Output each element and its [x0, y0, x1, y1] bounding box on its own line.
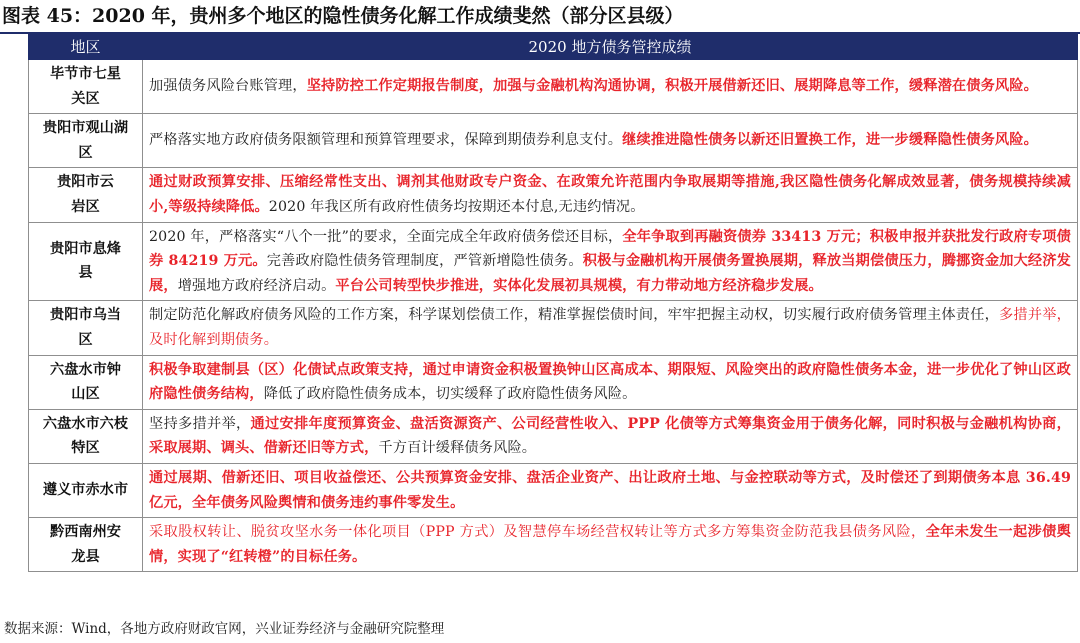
region-label: 贵阳市息烽县 — [50, 240, 121, 282]
table-body — [29, 60, 1078, 572]
result-cell — [143, 301, 1078, 355]
region-cell — [29, 301, 143, 355]
region-label: 贵阳市乌当区 — [50, 307, 121, 348]
region-cell — [29, 463, 143, 517]
header-region: 地区 — [29, 34, 143, 60]
highlighted-result-text: 积极与金融机构开展债务置换展期，释放当期偿债压力，腾挪资金加大经济发展， — [149, 253, 1071, 294]
highlighted-result-text: 多措并举，及时化解到期债务。 — [149, 307, 1071, 348]
result-text: 增强地方政府经济启动。 — [177, 277, 336, 294]
table-row — [29, 301, 1078, 355]
highlighted-result-text: 全年未发生一起涉债舆情，实现了“红转橙”的目标任务。 — [149, 524, 1071, 565]
highlighted-result-text: 全年争取到再融资债券 33413 万元；积极申报并获批发行政府专项债券 84219 万元。 — [149, 228, 1072, 270]
header-result: 2020 地方债务管控成绩 — [143, 34, 1078, 60]
debt-results-table — [28, 33, 1078, 572]
result-cell — [143, 518, 1078, 572]
result-text: 2020 年我区所有政府性债务均按期还本付息,无违约情况。 — [268, 198, 645, 215]
region-label: 贵阳市观山湖区 — [42, 120, 129, 161]
table-row — [29, 114, 1078, 168]
highlighted-result-text: 采取股权转让、脱贫攻坚水务一体化项目（PPP 方式）及智慧停车场经营权转让等方式多方筹集资金防范我县债务风险， — [149, 524, 926, 541]
result-cell — [143, 168, 1078, 222]
result-cell — [143, 60, 1078, 114]
highlighted-result-text: 通过财政预算安排、压缩经常性支出、调剂其他财政专户资金、在政策允许范围内争取展期等措施,我区隐性债务化解成效显著，债务规模持续减小,等级持续降低。 — [149, 174, 1071, 215]
result-text: 完善政府隐性债务管理制度，严管新增隐性债务。 — [266, 253, 583, 270]
table-row — [29, 463, 1078, 517]
region-cell — [29, 409, 143, 463]
region-label: 黔西南州安龙县 — [50, 524, 121, 565]
result-text: 2020 年，严格落实“八个一批”的要求，全面完成全年政府债务偿还目标， — [149, 228, 623, 245]
result-text: 加强债务风险台账管理， — [149, 78, 307, 95]
region-label: 毕节市七星关区 — [50, 66, 121, 107]
highlighted-result-text: 平台公司转型快步推进，实体化发展初具规模，有力带动地方经济稳步发展。 — [335, 277, 823, 294]
highlighted-result-text: 通过安排年度预算资金、盘活资源资产、公司经营性收入、PPP 化债等方式筹集资金用于债务化解，同时积极与金融机构协商，采取展期、调头、借新还旧等方式， — [149, 415, 1071, 457]
table-header-row — [29, 34, 1078, 60]
table-row — [29, 518, 1078, 572]
result-cell — [143, 409, 1078, 463]
result-cell — [143, 114, 1078, 168]
region-label: 贵阳市云岩区 — [57, 174, 114, 215]
result-cell — [143, 355, 1078, 409]
highlighted-result-text: 继续推进隐性债务以新还旧置换工作，进一步缓释隐性债务风险。 — [622, 132, 1038, 149]
highlighted-result-text: 积极争取建制县（区）化债试点政策支持，通过申请资金积极置换钟山区高成本、期限短、风险突出的政府隐性债务本金，进一步优化了钟山区政府隐性债务结构， — [149, 361, 1071, 403]
region-cell — [29, 60, 143, 114]
table-row — [29, 409, 1078, 463]
region-cell — [29, 114, 143, 168]
result-text: 降低了政府隐性债务成本，切实缓释了政府隐性债务风险。 — [263, 386, 637, 403]
highlighted-result-text: 通过展期、借新还旧、项目收益偿还、公共预算资金安排、盘活企业资产、出让政府土地、与金控联动等方式，及时偿还了到期债务本息 36.49 亿元，全年债务风险舆情和债务违约事件零发生。 — [149, 469, 1071, 511]
region-cell — [29, 518, 143, 572]
figure-title: 图表 45：2020 年，贵州多个地区的隐性债务化解工作成绩斐然（部分区县级） — [2, 5, 684, 27]
highlighted-result-text: 坚持防控工作定期报告制度，加强与金融机构沟通协调，积极开展借新还旧、展期降息等工作，缓释潜在债务风险。 — [306, 78, 1038, 95]
result-text: 制定防范化解政府债务风险的工作方案，科学谋划偿债工作，精准掌握偿债时间，牢牢把握主动权，切实履行政府债务管理主体责任， — [149, 307, 1000, 324]
region-cell — [29, 355, 143, 409]
table-row — [29, 355, 1078, 409]
table-row — [29, 222, 1078, 301]
region-label: 遵义市赤水市 — [42, 482, 129, 499]
result-text: 严格落实地方政府债务限额管理和预算管理要求，保障到期债券利息支付。 — [149, 132, 623, 149]
region-cell — [29, 168, 143, 222]
source-note: 数据来源：Wind，各地方政府财政官网，兴业证券经济与金融研究院整理 — [4, 621, 445, 637]
result-text: 坚持多措并举， — [149, 415, 251, 432]
result-cell — [143, 463, 1078, 517]
result-cell — [143, 222, 1078, 301]
table-row — [29, 168, 1078, 222]
region-label: 六盘水市钟山区 — [50, 361, 121, 403]
region-label: 六盘水市六枝特区 — [42, 415, 129, 457]
result-text: 千方百计缓释债务风险。 — [378, 440, 537, 457]
region-cell — [29, 222, 143, 301]
table-row — [29, 60, 1078, 114]
